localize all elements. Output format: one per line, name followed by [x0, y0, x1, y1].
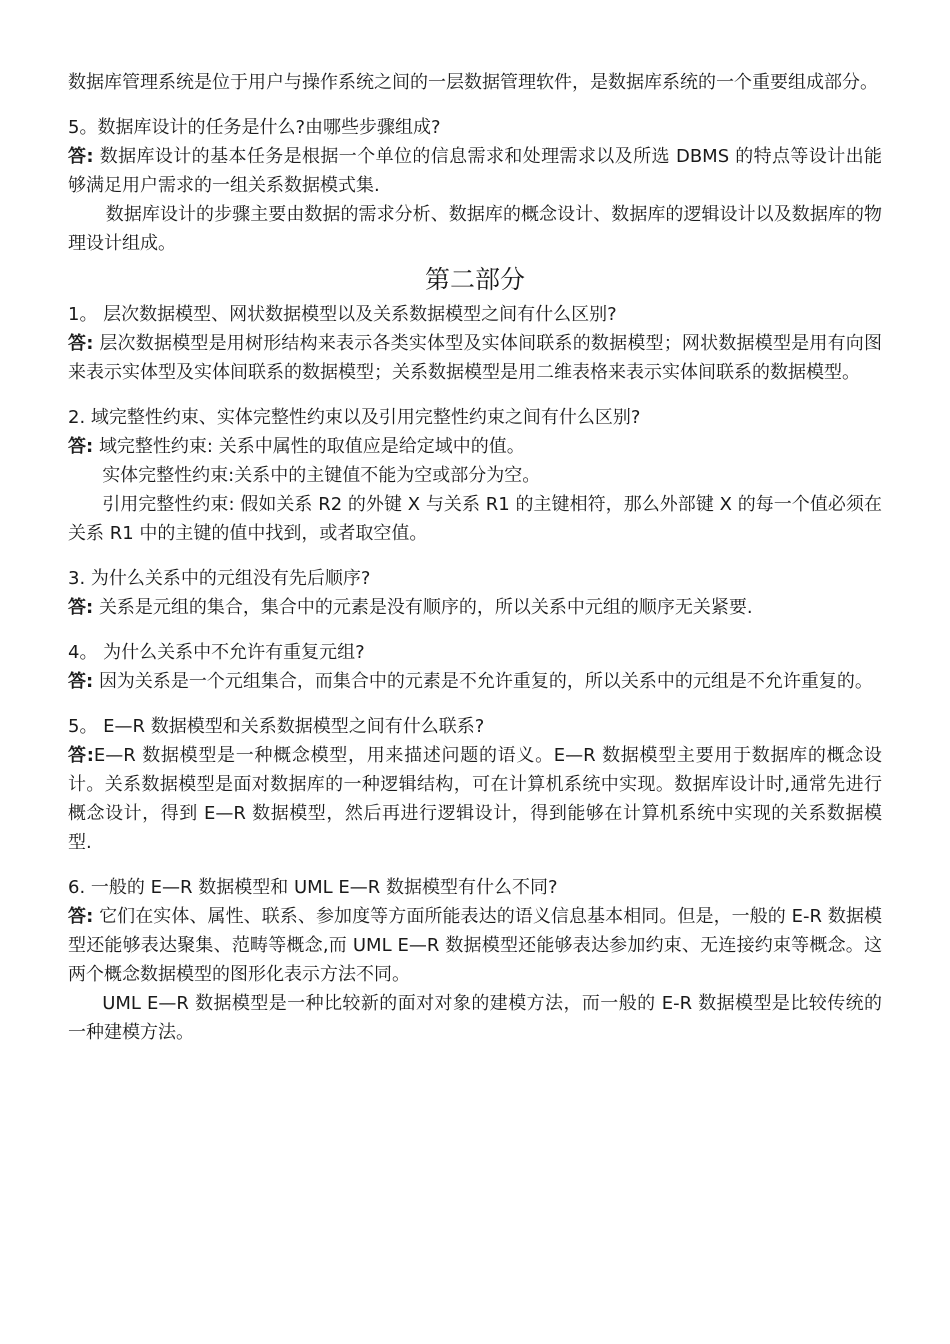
answer-label: 答: [68, 671, 94, 692]
answer-5 [68, 741, 882, 857]
answer-1 [68, 329, 882, 387]
answer-text: 关系是元组的集合，集合中的元素是没有顺序的，所以关系中元组的顺序无关紧要. [98, 597, 753, 618]
answer-6-second: UML E—R 数据模型是一种比较新的面对对象的建模方法，而一般的 E-R 数据模型是比较传统的一种建模方法。 [68, 993, 882, 1043]
answer-text: E—R 数据模型是一种概念模型，用来描述问题的语义。E—R 数据模型主要用于数据库的概念设计。关系数据模型是面对数据库的一种逻辑结构，可在计算机系统中实现。数据库设计时,通常先进行概念设计，得到 E—R 数据模型，然后再进行逻辑设计，得到能够在计算机系统中实现的关系数据模型. [68, 745, 882, 853]
answer-2-domain [68, 432, 882, 461]
question-6: 6. 一般的 E—R 数据模型和 UML E—R 数据模型有什么不同? [68, 877, 558, 898]
intro-paragraph: 数据库管理系统是位于用户与操作系统之间的一层数据管理软件，是数据库系统的一个重要组成部分。 [68, 72, 878, 93]
answer-label: 答: [68, 906, 94, 927]
answer-label: 答: [68, 745, 94, 766]
answer-2-reference: 引用完整性约束: 假如关系 R2 的外键 X 与关系 R1 的主键相符，那么外部键 X 的每一个值必须在关系 R1 中的主键的值中找到，或者取空值。 [68, 494, 882, 544]
section-title: 第二部分 [424, 265, 525, 294]
answer-5-part1 [68, 142, 882, 200]
question-4: 4。 为什么关系中不允许有重复元组? [68, 642, 365, 663]
question-5: 5。 E—R 数据模型和关系数据模型之间有什么联系? [68, 716, 485, 737]
answer-label: 答: [68, 146, 94, 167]
answer-5-part1-steps: 数据库设计的步骤主要由数据的需求分析、数据库的概念设计、数据库的逻辑设计以及数据库的物理设计组成。 [68, 204, 882, 254]
answer-text: 数据库设计的基本任务是根据一个单位的信息需求和处理需求以及所选 DBMS 的特点等设计出能够满足用户需求的一组关系数据模式集. [68, 146, 882, 196]
question-5-part1: 5。数据库设计的任务是什么?由哪些步骤组成? [68, 117, 441, 138]
question-2: 2. 域完整性约束、实体完整性约束以及引用完整性约束之间有什么区别? [68, 407, 641, 428]
answer-6 [68, 902, 882, 989]
answer-text: 因为关系是一个元组集合，而集合中的元素是不允许重复的，所以关系中的元组是不允许重复的。 [98, 671, 873, 692]
answer-4 [68, 667, 882, 696]
answer-text: 它们在实体、属性、联系、参加度等方面所能表达的语义信息基本相同。但是，一般的 E-R 数据模型还能够表达聚集、范畴等概念,而 UML E—R 数据模型还能够表达参加约束、无连接约束等概念。这两个概念数据模型的图形化表示方法不同。 [68, 906, 882, 985]
answer-label: 答: [68, 436, 94, 457]
answer-2-entity: 实体完整性约束:关系中的主键值不能为空或部分为空。 [102, 465, 541, 486]
answer-text: 域完整性约束: 关系中属性的取值应是给定域中的值。 [98, 436, 525, 457]
question-3: 3. 为什么关系中的元组没有先后顺序? [68, 568, 371, 589]
answer-label: 答: [68, 597, 94, 618]
answer-3 [68, 593, 882, 622]
question-1: 1。 层次数据模型、网状数据模型以及关系数据模型之间有什么区别? [68, 304, 617, 325]
answer-text: 层次数据模型是用树形结构来表示各类实体型及实体间联系的数据模型；网状数据模型是用有向图来表示实体型及实体间联系的数据模型；关系数据模型是用二维表格来表示实体间联系的数据模型。 [68, 333, 882, 383]
answer-label: 答: [68, 333, 94, 354]
